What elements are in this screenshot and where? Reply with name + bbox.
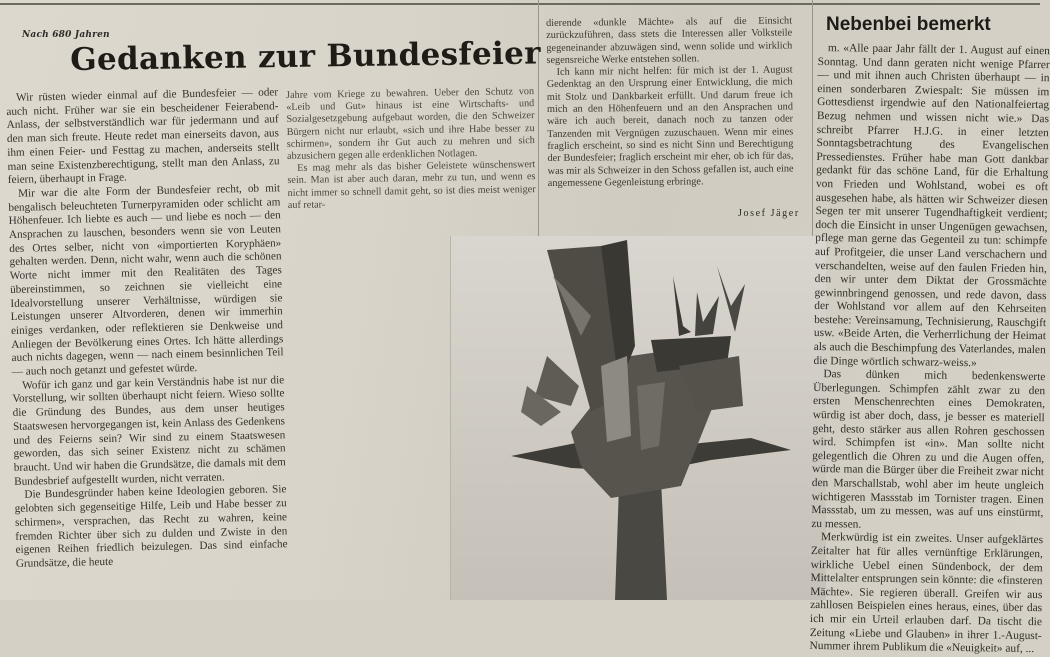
paragraph: Ich kann mir nicht helfen: für mich ist der 1. August Gedenktag an den Ursprung einer Entwicklung, die mich mit Stolz und Dankbarkeit erfüllt. Und darum freue ich mich an den Höhenfeuern und an den Ansprachen und wäre ich auch bereit, danach noch zu tanzen oder Tanzenden mit Vergnügen zuzuschauen. Wenn mir eines fraglich erscheint, so sind es nicht Sinn und Berechtigung der Bundesfeier; fraglich erscheint mir eher, ob ich für das, was mir als Schweizer in den Schoss gefallen ist, auch eine angemessene Gegenleistung erbringe. <box>546 64 794 189</box>
article-column-2 <box>286 86 536 230</box>
paragraph: Wir rüsten wieder einmal auf die Bundesfeier — oder auch nicht. Früher war sie ein bescheidener Feierabend-Anlass, der selbstverständlich war für jedermann und auf den man sich freute. Heute redet man einerseits davon, aus ihm einen Feier- und Festtag zu machen, anderseits stellt man seine Existenzberechtigung, stellt man den Anlass, zu feiern, überhaupt in Frage. <box>6 86 280 187</box>
paragraph: Jahre vom Kriege zu bewahren. Ueber den Schutz von «Leib und Gut» hinaus ist eine Wirtschafts- und Sozialgesetzgebung aufgebaut worden, die den Schweizer Bürgern nicht nur erlaubt, «sich und ihre Habe besser zu schirmen», sondern ihr Gut auch zu mehren und sich abzusichern gegen alle erdenklichen Notlagen. <box>286 86 535 163</box>
paragraph: Das dünken mich bedenkenswerte Überlegungen. Schimpfen zählt zwar zu den ersten Menschenrechten eines Demokraten, würdig ist aber doch, dass, je besser es materiell geht, desto stärker aus allen Rohren geschossen wird. Schimpfen ist «in». Man sollte nicht gelegentlich die Ohren zu und die Augen offen, würde man die Bürger über die Freiheit zwar nicht den Marschallstab, wohl aber im heute ungleich wichtigeren Massstab im Tornister tragen. Einen Massstab, um zu messen, was auf uns einstürmt, zu messen. <box>811 368 1046 531</box>
article-kicker: Nach 680 Jahren <box>22 30 110 40</box>
paragraph: Merkwürdig ist ein zweites. Unser aufgeklärtes Zeitalter hat für alles vernünftige Erklärungen, wirkliche Uebel einen Sündenbock, der dem Mittelalter entsprungen sein könnte: die «finsteren Mächte». Sie regieren überall. Greifen wir aus zahllosen Beispielen eines heraus, eines, über das ich mir ein Urteil erlauben darf. Da tischt die Zeitung «Liebe und Glauben» in ihrer 1.-August-Nummer ihrem Publikum die «Neuigkeit» auf, ... <box>809 531 1044 656</box>
paragraph: m. «Alle paar Jahr fällt der 1. August auf einen Sonntag. Und dann geraten nicht wenige Pfarrer — und mit ihnen auch Christen überhaupt — in einen sonderbaren Zwiespalt: Sie müssen im Gottesdienst irgendwie auf den Nationalfeiertag Bezug nehmen und wissen nicht wie.» Das schreibt Pfarrer H.J.G. in einer letzten Sonntagsbetrachtung des Evangelischen Pressedienstes. Früher habe man Gott dankbar gedankt für das schöne Land, für die Erhaltung von Frieden und Wohlstand, wobei es oft ausgesehen habe, als hätten wir Schweizer diesen Segen ter mit unserer Tugendhaftigkeit verdient; doch die Einsicht in unser Ungenügen gewachsen, pflege man gerne das Gegenteil zu tun: schimpfe auf Profitgeier, die unser Land verschachern und verschandelten, weise auf den faulen Frieden hin, den wir unter dem Diktat der Grossmächte gewinnbringend genossen, und rede davon, dass der Wohlstand vor allem auf den Kehrseiten bestehe: Vereinsamung, Technisierung, Rauschgift usw. «Beide Arten, die Verherrlichung der Heimat als auch die Beschimpfung des Vaterlandes, malen die Dinge wörtlich schwarz-weiss.» <box>813 42 1050 369</box>
article-column-3 <box>546 15 794 214</box>
author-signature: Josef Jäger <box>738 208 800 219</box>
sculpture-image <box>451 236 827 600</box>
paragraph: Mir war die alte Form der Bundesfeier recht, ob mit bengalisch beleuchteten Turnerpyramiden oder schlicht am Höhenfeuer. Ich liebte es auch — und liebe es noch — den Ansprachen zu lauschen, besonders wenn sie von Leuten des Ortes selber, nicht von «importierten Koryphäen» gehalten werden. Denn, nicht wahr, wenn auch die schönen Worte nicht immer mit den Realitäten des Tages übereinstimmen, so zeichnen sie vielleicht eine Idealvorstellung unserer Verhältnisse, würdigen sie Leistungen unserer Altvorderen, denen wir immerhin einiges verdanken, oder reflektieren sie Denkweise und Anliegen der Bevölkerung eines Ortes. Ich hätte allerdings auch nichts dagegen, wenn — nach einem besinnlichen Teil — auch noch getanzt und gefestet würde. <box>8 182 284 378</box>
sculpture-photo <box>450 236 826 600</box>
article-headline: Gedanken zur Bundesfeier <box>70 35 541 78</box>
paragraph: Die Bundesgründer haben keine Ideologien geboren. Sie gelobten sich gegenseitige Hilfe, Leib und Habe besser zu schirmen», versprachen, das Recht zu wahren, keine fremden Richter über sich zu dulden und Zwiste in den eigenen Reihen friedlich beizulegen. Das sind einfache Grundsätze, die heute <box>14 483 288 570</box>
paragraph: Es mag mehr als das bisher Geleistete wünschenswert sein. Man ist aber auch daran, mehr zu tun, und wenn es nicht immer so schnell damit geht, so ist dies meist weniger auf retar- <box>287 159 536 211</box>
sidebar-column <box>809 42 1050 656</box>
paragraph: Wofür ich ganz und gar kein Verständnis habe ist nur die Vorstellung, wir sollten überhaupt nicht feiern. Wieso sollte die Gründung des Bundes, aus dem unser heutiges Staatswesen hervorgegangen ist, kein Anlass des Gedenkens und des Feierns sein? Wir sind zu einem Staatswesen geworden, das sich seiner Existenz nicht zu schämen braucht. Und wir haben die Grundsätze, die damals mit dem Bundesbrief aufgestellt wurden, nicht verraten. <box>12 374 286 488</box>
article-column-1 <box>6 86 289 600</box>
paragraph: dierende «dunkle Mächte» als auf die Einsicht zurückzuführen, dass stets die Interessen aller Volksteile gegeneinander abzuwägen sind, wenn solide und wirklich segensreiche Werke entstehen sollen. <box>546 15 793 66</box>
top-rule <box>0 3 1040 5</box>
sidebar-title: Nebenbei bemerkt <box>826 14 991 35</box>
